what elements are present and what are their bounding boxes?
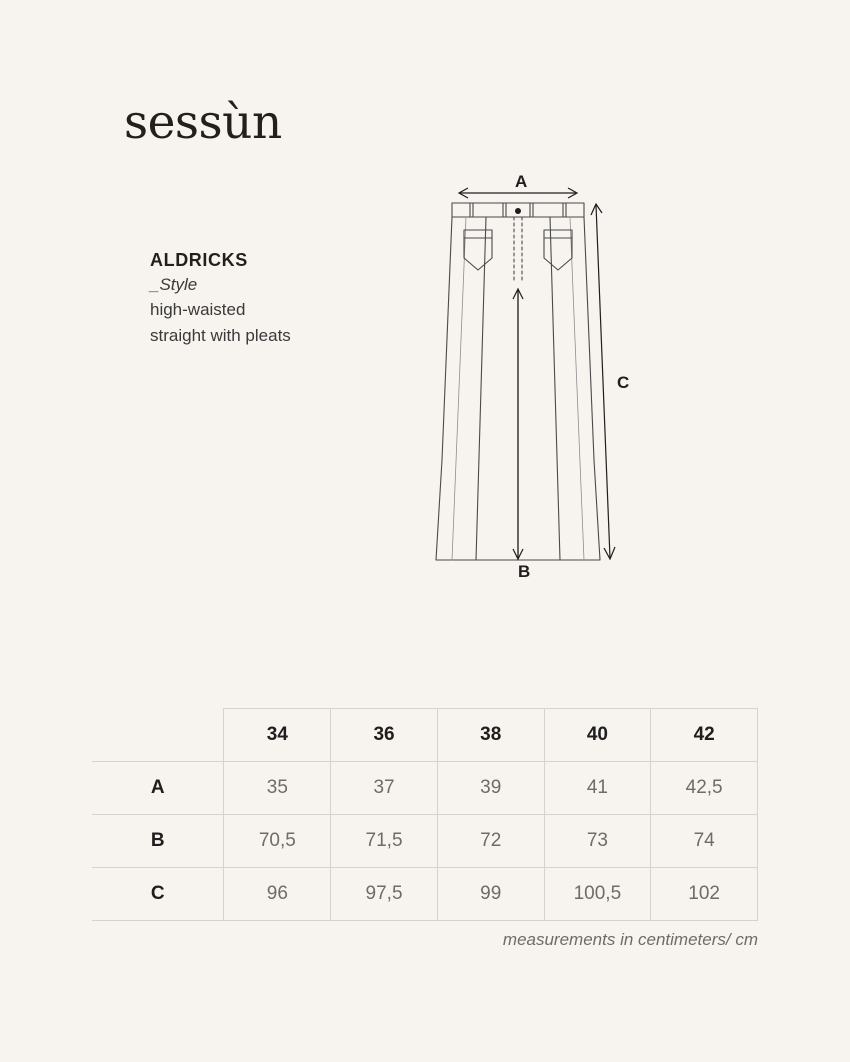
size-column-header: 36 — [331, 709, 438, 762]
measure-cell: 72 — [437, 815, 544, 868]
measure-cell: 35 — [224, 762, 331, 815]
measure-cell: 37 — [331, 762, 438, 815]
measure-cell: 71,5 — [331, 815, 438, 868]
measure-row-label: B — [92, 815, 224, 868]
measure-row-label: A — [92, 762, 224, 815]
table-row — [92, 815, 758, 868]
measure-cell: 100,5 — [544, 868, 651, 921]
measurement-unit-note: measurements in centimeters/ cm — [502, 930, 758, 949]
dimension-label-c: C — [617, 373, 630, 392]
dimension-label-a: A — [515, 172, 528, 191]
trousers-technical-drawing — [430, 160, 680, 610]
measure-row-label: C — [92, 868, 224, 921]
style-description-line-1: high-waisted — [150, 300, 246, 319]
dimension-label-b: B — [518, 562, 531, 581]
style-description-line-2: straight with pleats — [150, 326, 291, 346]
measure-cell: 99 — [437, 868, 544, 921]
measure-cell: 102 — [651, 868, 758, 921]
measure-cell: 42,5 — [651, 762, 758, 815]
table-corner-cell — [92, 709, 224, 762]
size-table-body — [92, 762, 758, 921]
measure-cell: 70,5 — [224, 815, 331, 868]
brand-logo: sessùn — [124, 95, 282, 150]
measure-cell: 97,5 — [331, 868, 438, 921]
style-name: ALDRICKS — [150, 250, 248, 270]
trousers-diagram-svg — [430, 160, 680, 610]
size-column-header: 38 — [437, 709, 544, 762]
measure-cell: 39 — [437, 762, 544, 815]
size-column-header: 40 — [544, 709, 651, 762]
size-table — [92, 708, 758, 921]
measure-cell: 74 — [651, 815, 758, 868]
table-row — [92, 762, 758, 815]
measure-cell: 73 — [544, 815, 651, 868]
table-header-row — [92, 709, 758, 762]
measure-cell: 96 — [224, 868, 331, 921]
style-info — [150, 250, 450, 350]
measure-cell: 41 — [544, 762, 651, 815]
size-table-head — [92, 709, 758, 762]
style-label: _Style — [150, 275, 198, 294]
size-column-header: 42 — [651, 709, 758, 762]
size-column-header: 34 — [224, 709, 331, 762]
table-row — [92, 868, 758, 921]
